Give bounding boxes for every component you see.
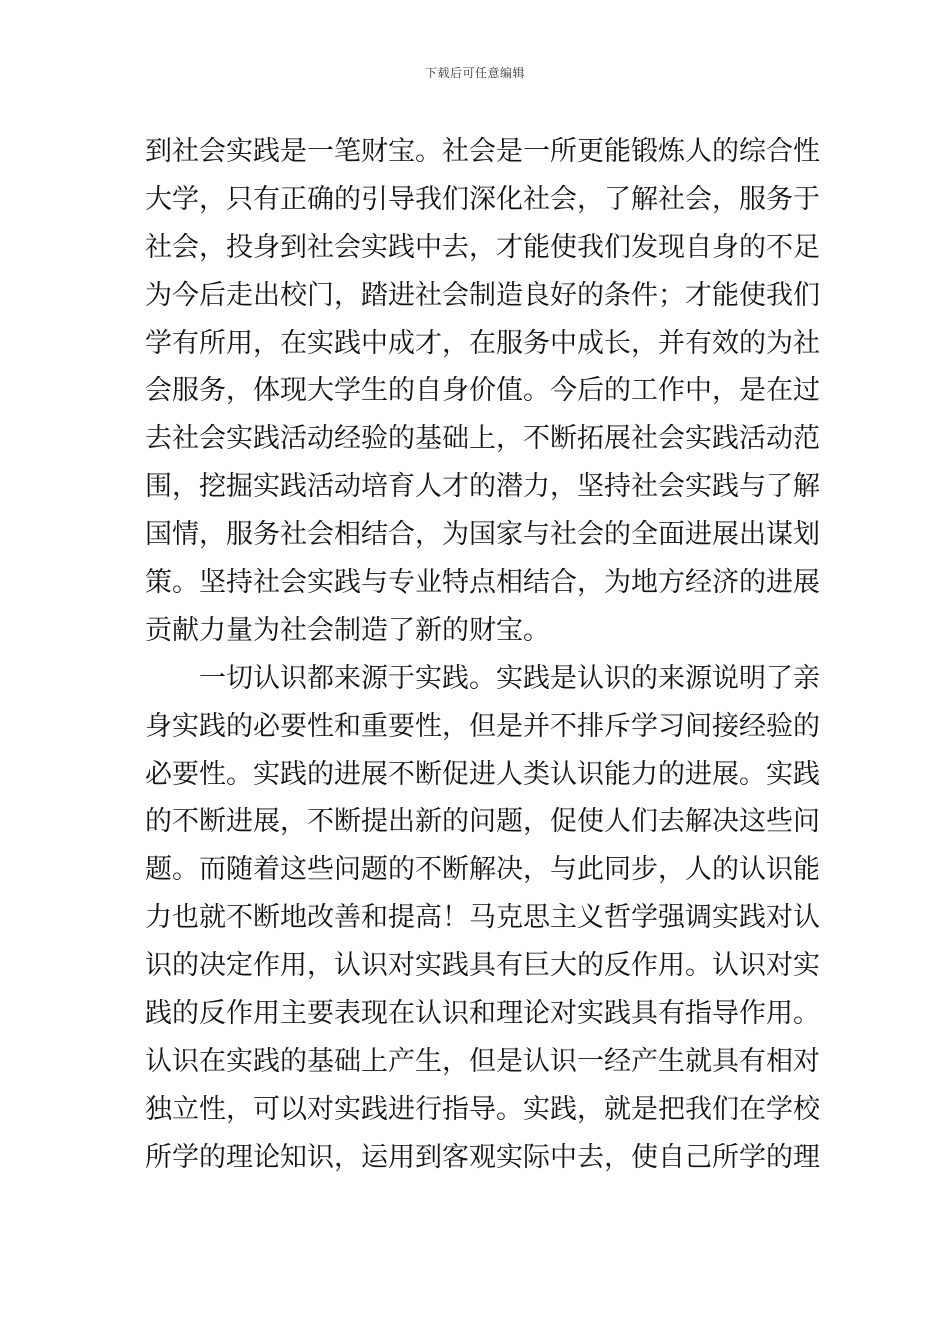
text-line: 独立性，可以对实践进行指导。实践，就是把我们在学校 — [145, 1093, 820, 1125]
text-line: 围，挖掘实践活动培育人才的潜力，坚持社会实践与了解 — [145, 471, 820, 503]
text-line: 到社会实践是一笔财宝。社会是一所更能锻炼人的综合性 — [145, 136, 820, 167]
text-line: 国情，服务社会相结合，为国家与社会的全面进展出谋划 — [145, 519, 820, 551]
text-line: 一切认识都来源于实践。实践是认识的来源说明了亲 — [199, 662, 820, 694]
text-line: 践的反作用主要表现在认识和理论对实践具有指导作用。 — [145, 998, 820, 1030]
text-line: 身实践的必要性和重要性，但是并不排斥学习间接经验的 — [145, 710, 820, 742]
text-line: 为今后走出校门，踏进社会制造良好的条件；才能使我们 — [145, 279, 820, 311]
text-line: 大学，只有正确的引导我们深化社会，了解社会，服务于 — [145, 183, 820, 215]
text-line: 所学的理论知识，运用到客观实际中去，使自己所学的理 — [145, 1141, 820, 1173]
text-line: 必要性。实践的进展不断促进人类认识能力的进展。实践 — [145, 758, 820, 790]
text-line: 去社会实践活动经验的基础上，不断拓展社会实践活动范 — [145, 423, 820, 455]
text-line: 社会，投身到社会实践中去，才能使我们发现自身的不足 — [145, 231, 820, 263]
text-line: 题。而随着这些问题的不断解决，与此同步，人的认识能 — [145, 854, 820, 886]
text-line: 认识在实践的基础上产生，但是认识一经产生就具有相对 — [145, 1045, 820, 1077]
text-line: 学有所用，在实践中成才，在服务中成长，并有效的为社 — [145, 327, 820, 359]
text-line: 识的决定作用，认识对实践具有巨大的反作用。认识对实 — [145, 950, 820, 982]
text-line: 策。坚持社会实践与专业特点相结合，为地方经济的进展 — [145, 567, 820, 599]
paragraph-1 — [145, 128, 820, 655]
text-line: 会服务，体现大学生的自身价值。今后的工作中，是在过 — [145, 375, 820, 407]
paragraph-2 — [145, 655, 820, 1182]
text-line: 力也就不断地改善和提高！马克思主义哲学强调实践对认 — [145, 902, 820, 934]
text-line: 贡献力量为社会制造了新的财宝。 — [145, 614, 550, 646]
text-line: 的不断进展，不断提出新的问题，促使人们去解决这些问 — [145, 806, 820, 838]
document-body — [145, 128, 820, 1182]
page-header: 下载后可任意编辑 — [424, 66, 525, 80]
